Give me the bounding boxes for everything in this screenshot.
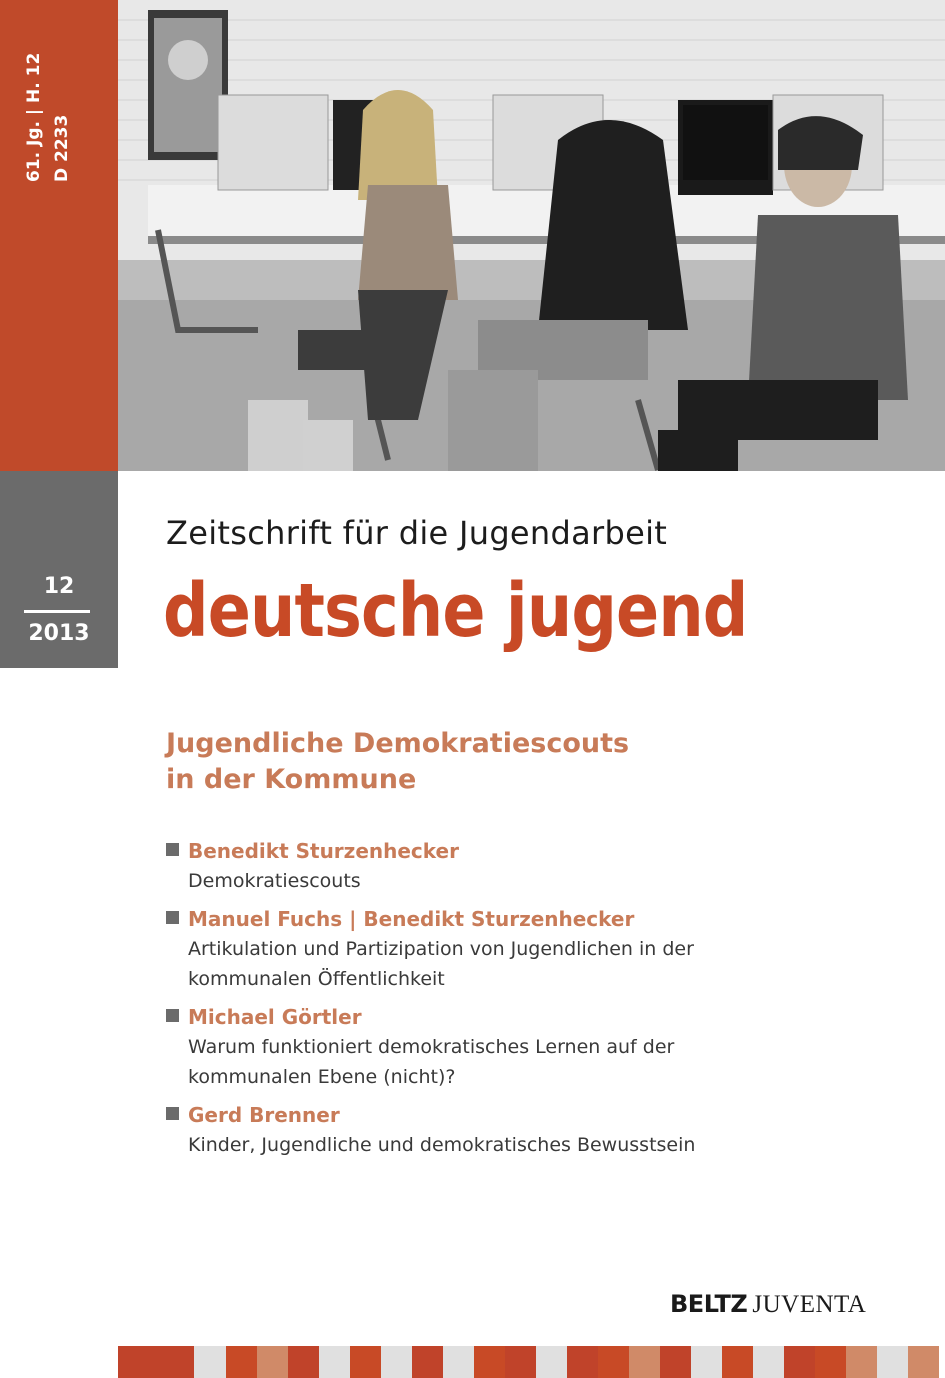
square-bullet-icon [166, 843, 179, 856]
band-segment [350, 1346, 381, 1378]
cover-photo [118, 0, 945, 471]
spine-band [0, 0, 118, 471]
band-segment [443, 1346, 474, 1378]
band-segment [381, 1346, 412, 1378]
toc-article-title: Warum funktioniert demokratisches Lernen auf der [188, 1036, 675, 1058]
publisher-beltz: BELTZ [670, 1290, 748, 1318]
issue-year: 2013 [28, 621, 90, 646]
toc-item [166, 904, 695, 994]
toc-article-title: Demokratiescouts [188, 870, 361, 892]
toc-author: Michael Görtler [188, 1005, 362, 1029]
spine-text [20, 53, 76, 182]
band-segment [722, 1346, 753, 1378]
toc-author: Manuel Fuchs | Benedikt Sturzenhecker [188, 907, 635, 931]
band-segment [877, 1346, 908, 1378]
band-segment [412, 1346, 443, 1378]
band-segment [629, 1346, 660, 1378]
band-segment [226, 1346, 257, 1378]
band-segment [505, 1346, 536, 1378]
square-bullet-icon [166, 911, 179, 924]
band-segment [660, 1346, 691, 1378]
spine-volume-issue: 61. Jg. | H. 12 [24, 52, 44, 182]
issue-headline [166, 726, 629, 798]
band-segment [257, 1346, 288, 1378]
issue-divider [24, 610, 90, 613]
issue-block [0, 471, 118, 668]
toc-author: Benedikt Sturzenhecker [188, 839, 459, 863]
toc-author: Gerd Brenner [188, 1103, 340, 1127]
band-segment [474, 1346, 505, 1378]
color-band [118, 1346, 945, 1378]
square-bullet-icon [166, 1009, 179, 1022]
band-segment [194, 1346, 226, 1378]
toc-article-title: kommunalen Ebene (nicht)? [188, 1066, 456, 1088]
band-segment [288, 1346, 319, 1378]
band-segment [784, 1346, 815, 1378]
band-segment [691, 1346, 722, 1378]
toc-article-title: kommunalen Öffentlichkeit [188, 968, 445, 990]
band-segment [815, 1346, 846, 1378]
square-bullet-icon [166, 1107, 179, 1120]
toc-item [166, 836, 695, 896]
band-segment [908, 1346, 939, 1378]
headline-line-2: in der Kommune [166, 764, 417, 795]
band-segment [536, 1346, 567, 1378]
masthead-title: deutsche jugend [163, 568, 748, 654]
band-segment [118, 1346, 194, 1378]
toc-item [166, 1002, 695, 1092]
headline-line-1: Jugendliche Demokratiescouts [166, 728, 630, 759]
issue-number: 12 [43, 574, 75, 599]
band-segment [319, 1346, 350, 1378]
toc-article-title: Artikulation und Partizipation von Jugendlichen in der [188, 938, 694, 960]
publisher-juventa: JUVENTA [752, 1291, 867, 1318]
toc-article-title: Kinder, Jugendliche und demokratisches Bewusstsein [188, 1134, 696, 1156]
band-segment [598, 1346, 629, 1378]
band-segment [567, 1346, 598, 1378]
toc-item [166, 1100, 695, 1160]
classroom-photo-icon [118, 0, 945, 471]
spine-post-code: D 2233 [52, 114, 72, 182]
band-segment [753, 1346, 784, 1378]
masthead-subtitle: Zeitschrift für die Jugendarbeit [166, 514, 668, 552]
publisher-logo [670, 1290, 866, 1319]
table-of-contents [166, 836, 695, 1168]
band-segment [846, 1346, 877, 1378]
